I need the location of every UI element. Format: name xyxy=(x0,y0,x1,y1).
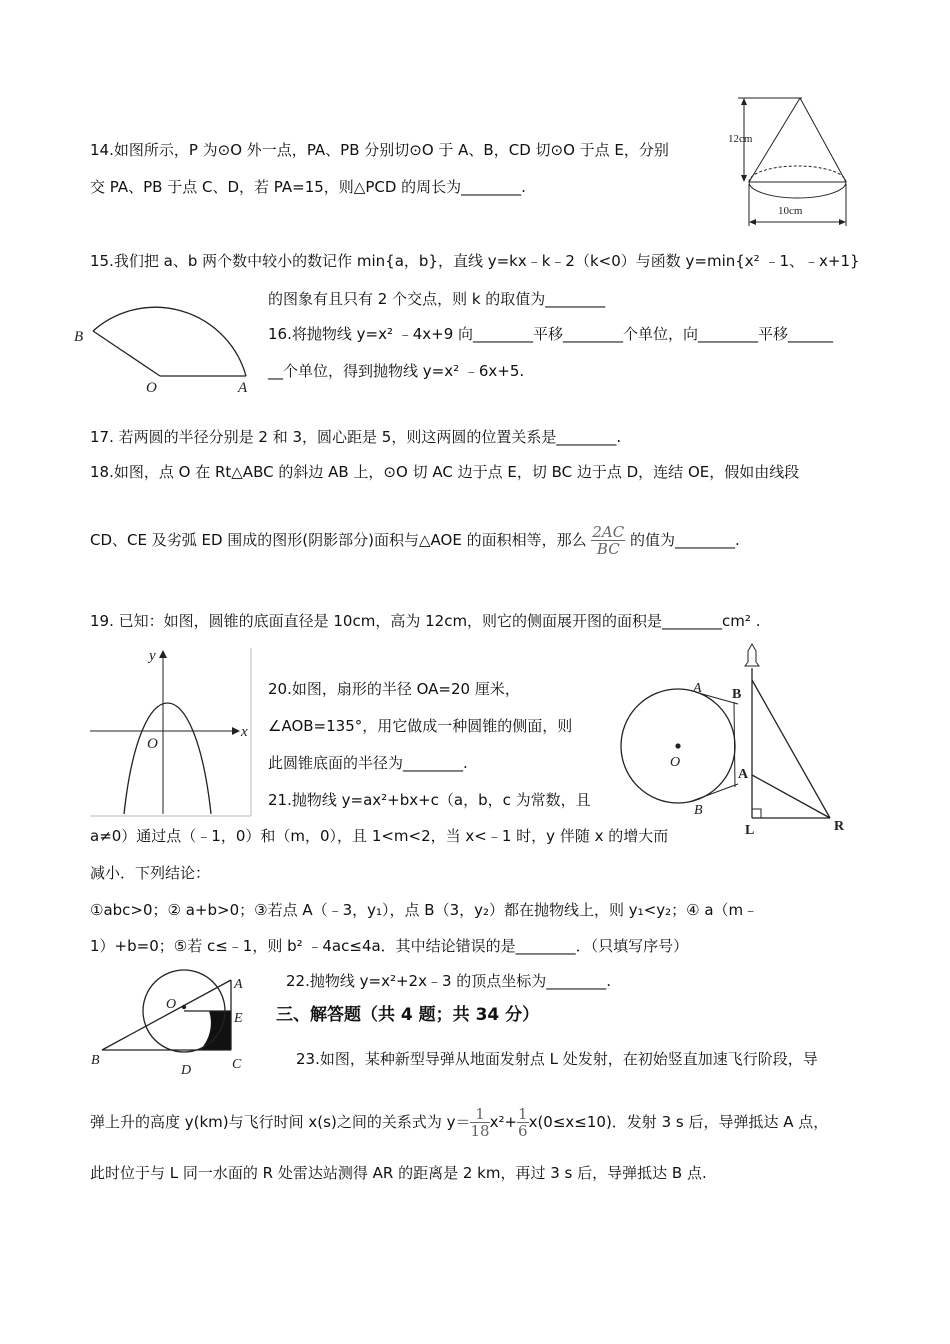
q23-line2-mid: x²+ xyxy=(489,1113,518,1131)
q18-fraction-numerator: 2AC xyxy=(592,523,625,541)
q23-line2 xyxy=(90,1102,828,1142)
tangent-label-a: A xyxy=(693,681,702,696)
triangle-label-e: E xyxy=(234,1011,243,1026)
q21-line4: ①abc>0；② a+b>0；③若点 A（﹣3，y₁），点 B（3，y₂）都在抛物线上，则 y₁<y₂；④ a（m﹣ xyxy=(90,901,759,919)
cone-base-front xyxy=(749,182,846,198)
cone-base-back xyxy=(749,166,846,182)
shaded-region xyxy=(200,1011,231,1050)
q18-line2 xyxy=(90,520,740,560)
cone-diameter-label: 10cm xyxy=(778,205,803,217)
sector-label-b: B xyxy=(74,329,84,345)
q23-fraction-1-numerator: 1 xyxy=(470,1106,489,1123)
q15-line2: 的图象有且只有 2 个交点，则 k 的取值为________ xyxy=(268,290,606,308)
parabola-curve xyxy=(124,703,211,814)
missile-label-r: R xyxy=(834,819,845,834)
parabola-label-o: O xyxy=(147,736,158,752)
q22-text: 22.抛物线 y=x²+2x﹣3 的顶点坐标为________. xyxy=(286,972,612,990)
triangle-label-c: C xyxy=(232,1057,242,1072)
parabola-label-y: y xyxy=(149,648,156,664)
triangle-label-d: D xyxy=(181,1063,192,1078)
right-angle-mark xyxy=(752,809,761,818)
q17-text: 17. 若两圆的半径分别是 2 和 3，圆心距是 5，则这两圆的位置关系是________. xyxy=(90,428,622,446)
arrow-head-top xyxy=(741,98,747,105)
q23-fraction-1 xyxy=(470,1106,489,1139)
cone-left-edge xyxy=(749,98,800,182)
q18-fraction-denominator: BC xyxy=(596,540,620,558)
q18-fraction xyxy=(591,524,625,557)
sector-label-o: O xyxy=(146,380,157,395)
q21-line2: a≠0）通过点（﹣1，0）和（m，0），且 1<m<2，当 x<﹣1 时，y 伴随 x 的增大而 xyxy=(90,827,669,845)
q18-line2-before: CD、CE 及劣弧 ED 围成的图形(阴影部分)面积与△AOE 的面积相等，那么 xyxy=(90,531,587,549)
cone-right-edge xyxy=(800,98,846,182)
center-o-dot xyxy=(675,743,680,748)
missile-label-a: A xyxy=(738,767,749,782)
tangent-label-o: O xyxy=(670,755,681,770)
q23-fraction-2-numerator: 1 xyxy=(518,1105,528,1123)
q18-line2-after: 的值为________. xyxy=(630,531,740,549)
center-o-dot xyxy=(182,1005,186,1009)
q23-line2-before: 弹上升的高度 y(km)与飞行时间 x(s)之间的关系式为 y＝ xyxy=(90,1113,471,1131)
triangle-label-a: A xyxy=(234,977,243,992)
q23-fraction-1-denominator: 18 xyxy=(470,1122,490,1140)
sector-figure xyxy=(70,275,260,395)
sector-radius-ob xyxy=(93,331,160,376)
q23-fraction-2 xyxy=(517,1106,529,1139)
parabola-figure xyxy=(88,646,253,818)
segment-br xyxy=(752,680,830,818)
q19-text: 19. 已知：如图，圆锥的底面直径是 10cm，高为 12cm，则它的侧面展开图的面积是________cm² . xyxy=(90,612,761,630)
q20-line3: 此圆锥底面的半径为________. xyxy=(268,754,468,772)
arrow-head-right xyxy=(839,219,846,225)
q14-line1: 14.如图所示，P 为⊙O 外一点，PA、PB 分别切⊙O 于 A、B，CD 切⊙O 于点 E，分别 xyxy=(90,141,669,159)
q23-line3: 此时位于与 L 同一水面的 R 处雷达站测得 AR 的距离是 2 km，再过 3 s 后，导弹抵达 B 点. xyxy=(90,1164,707,1182)
arrow-head-bottom xyxy=(741,175,747,182)
q15-line1: 15.我们把 a、b 两个数中较小的数记作 min{a，b}，直线 y=kx﹣k﹣2（k<0）与函数 y=min{x² ﹣1、﹣x+1} xyxy=(90,252,860,270)
q23-line1: 23.如图，某种新型导弹从地面发射点 L 处发射，在初始竖直加速飞行阶段，导 xyxy=(296,1050,818,1068)
y-axis-arrow xyxy=(159,650,167,658)
q23-fraction-2-denominator: 6 xyxy=(518,1122,528,1140)
sector-label-a: A xyxy=(238,380,248,395)
q21-line3: 减小．下列结论： xyxy=(90,864,211,882)
missile-figure xyxy=(728,638,858,838)
tangent-label-b: B xyxy=(694,803,703,818)
triangle-label-o: O xyxy=(166,997,177,1012)
q21-line1: 21.抛物线 y=ax²+bx+c（a，b，c 为常数，且 xyxy=(268,791,591,809)
missile-label-b: B xyxy=(732,687,742,702)
q20-line2: ∠AOB=135°，用它做成一种圆锥的侧面，则 xyxy=(268,717,573,735)
q23-line2-after: x(0≤x≤10)．发射 3 s 后，导弹抵达 A 点， xyxy=(528,1113,829,1131)
arrow-head-left xyxy=(749,219,756,225)
sector-arc xyxy=(93,307,246,376)
missile-rocket-icon xyxy=(745,644,759,666)
parabola-label-x: x xyxy=(241,724,248,740)
triangle-label-b: B xyxy=(91,1053,100,1068)
missile-label-l: L xyxy=(745,823,755,838)
q14-line2: 交 PA、PB 于点 C、D，若 PA=15，则△PCD 的周长为________. xyxy=(90,178,526,196)
section3-title: 三、解答题（共 4 题；共 34 分） xyxy=(276,1005,540,1025)
q21-line5: 1）+b=0；⑤若 c≤﹣1，则 b² ﹣4ac≤4a．其中结论错误的是________．（只填写序号） xyxy=(90,937,689,955)
q20-line1: 20.如图，扇形的半径 OA=20 厘米， xyxy=(268,680,520,698)
q16-line1: 16.将抛物线 y=x² ﹣4x+9 向________平移________个单位，向________平移______ xyxy=(268,325,834,343)
q18-line1: 18.如图，点 O 在 Rt△ABC 的斜边 AB 上，⊙O 切 AC 边于点 E，切 BC 边于点 D，连结 OE，假如由线段 xyxy=(90,463,800,481)
cone-figure xyxy=(718,92,860,232)
x-axis-arrow xyxy=(232,727,240,735)
cone-height-label: 12cm xyxy=(728,133,753,145)
triangle-circle-figure xyxy=(88,966,258,1078)
q16-line2: __个单位，得到抛物线 y=x² ﹣6x+5. xyxy=(268,362,525,380)
